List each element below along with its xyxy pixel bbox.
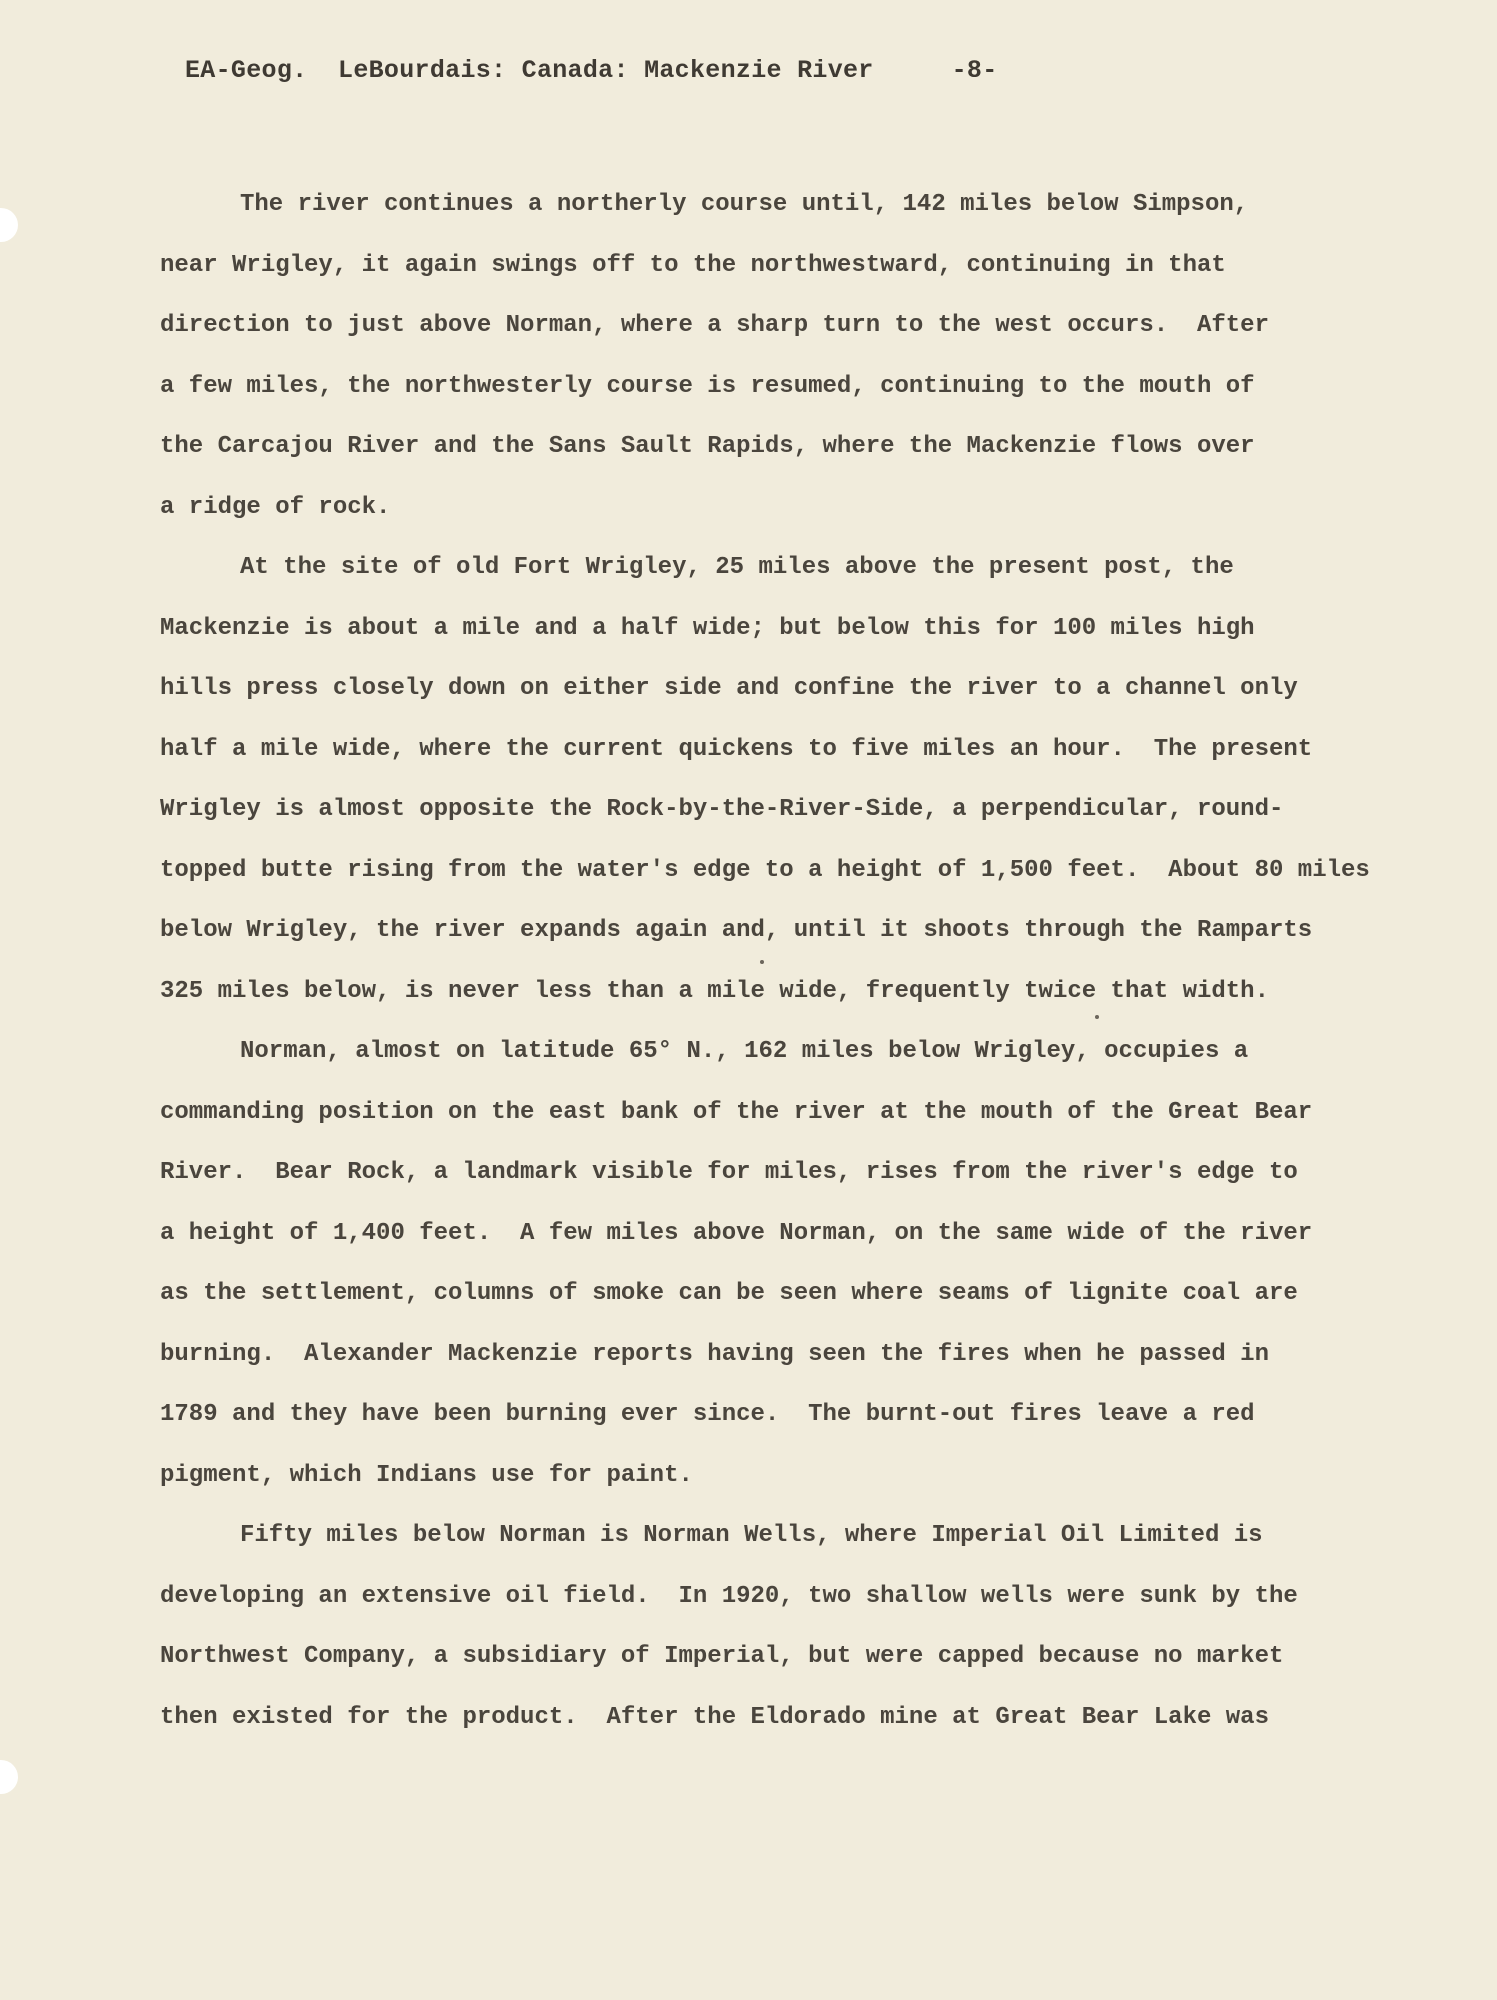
paragraph [160,1022,1460,1506]
punch-hole-bottom [0,1760,18,1794]
text-line: direction to just above Norman, where a sharp turn to the west occurs. After [160,312,1269,339]
text-line: River. Bear Rock, a landmark visible for miles, rises from the river's edge to [160,1159,1298,1186]
text-line: Wrigley is almost opposite the Rock-by-the-River-Side, a perpendicular, round- [160,796,1284,823]
text-line: Fifty miles below Norman is Norman Wells, where Imperial Oil Limited is [240,1522,1263,1549]
paragraph [160,1506,1460,1748]
text-line: Mackenzie is about a mile and a half wide; but below this for 100 miles high [160,614,1255,642]
text-line: a few miles, the northwesterly course is resumed, continuing to the mouth of [160,372,1255,400]
page-number: -8- [951,56,998,85]
text-line: At the site of old Fort Wrigley, 25 miles above the present post, the [240,554,1234,581]
text-line: near Wrigley, it again swings off to the northwestward, continuing in that [160,251,1226,279]
text-line: half a mile wide, where the current quickens to five miles an hour. The present [160,735,1313,763]
text-line: topped butte rising from the water's edge to a height of 1,500 feet. About 80 miles [160,856,1370,884]
text-line: The river continues a northerly course until, 142 miles below Simpson, [240,191,1249,218]
text-line: developing an extensive oil field. In 1920, two shallow wells were sunk by the [160,1582,1298,1610]
text-line: commanding position on the east bank of the river at the mouth of the Great Bear [160,1098,1313,1126]
text-line: a height of 1,400 feet. A few miles above Norman, on the same wide of the river [160,1219,1313,1247]
text-line: the Carcajou River and the Sans Sault Rapids, where the Mackenzie flows over [160,433,1255,460]
paragraph [160,175,1460,538]
text-line: hills press closely down on either side and confine the river to a channel only [160,675,1298,702]
punch-hole-top [0,208,18,242]
text-line: pigment, which Indians use for paint. [160,1461,693,1489]
text-line: Norman, almost on latitude 65° N., 162 miles below Wrigley, occupies a [240,1038,1249,1065]
page-header [185,56,998,85]
text-line: 325 miles below, is never less than a mile wide, frequently twice that width. [160,977,1269,1005]
text-line: then existed for the product. After the Eldorado mine at Great Bear Lake was [160,1703,1269,1731]
text-line: a ridge of rock. [160,493,391,521]
text-line: 1789 and they have been burning ever since. The burnt-out fires leave a red [160,1401,1255,1428]
paragraph [160,538,1460,1022]
text-line: below Wrigley, the river expands again and, until it shoots through the Ramparts [160,917,1313,944]
text-line: burning. Alexander Mackenzie reports having seen the fires when he passed in [160,1340,1269,1368]
header-title: EA-Geog. LeBourdais: Canada: Mackenzie River [185,56,874,85]
text-line: as the settlement, columns of smoke can be seen where seams of lignite coal are [160,1280,1298,1307]
document-body [160,175,1460,1748]
text-line: Northwest Company, a subsidiary of Imperial, but were capped because no market [160,1643,1284,1670]
